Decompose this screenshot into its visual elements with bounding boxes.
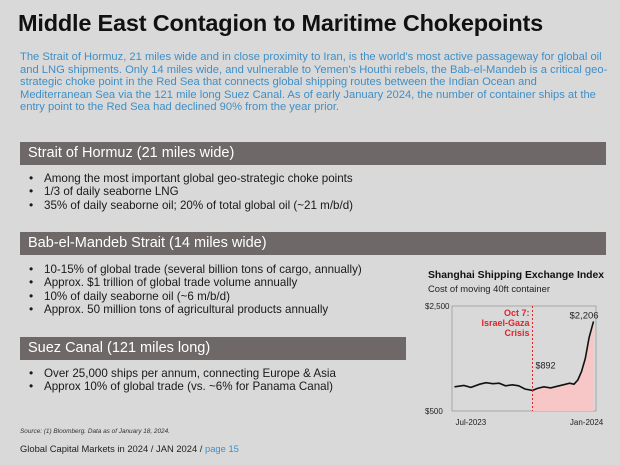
bullet-list-suez (26, 367, 336, 394)
list-item: • 1/3 of daily seaborne LNG (26, 185, 353, 198)
page-number-link[interactable]: page 15 (205, 443, 239, 454)
list-item: • Approx. 50 million tons of agricultural products annually (26, 303, 362, 316)
footer (20, 443, 239, 454)
list-item: • Approx 10% of global trade (vs. ~6% for Panama Canal) (26, 380, 336, 393)
page-title: Middle East Contagion to Maritime Chokepoints (18, 10, 543, 36)
list-item: • 35% of daily seaborne oil; 20% of total global oil (~21 m/b/d) (26, 199, 353, 212)
data-label-end: $2,206 (569, 310, 599, 322)
section-heading-bab-el-mandeb: Bab-el-Mandeb Strait (14 miles wide) (20, 232, 606, 255)
section-heading-suez: Suez Canal (121 miles long) (20, 337, 406, 360)
annotation-text: Crisis (504, 328, 530, 338)
x-tick-label: Jan-2024 (569, 418, 604, 427)
list-item: • Over 25,000 ships per annum, connecting Europe & Asia (26, 367, 336, 380)
x-tick-label: Jul-2023 (455, 418, 487, 427)
y-tick-label: $2,500 (425, 302, 450, 311)
chart-subtitle: Cost of moving 40ft container (428, 283, 550, 294)
footer-text: Global Capital Markets in 2024 / JAN 2024 / (20, 443, 205, 454)
bullet-list-bab-el-mandeb (26, 263, 362, 317)
list-item: • Approx. $1 trillion of global trade volume annually (26, 276, 362, 289)
chart-title: Shanghai Shipping Exchange Index (428, 270, 605, 281)
list-item: • Among the most important global geo-strategic choke points (26, 172, 353, 185)
chart-plot (422, 268, 606, 434)
source-note: Source: (1) Bloomberg. Data as of January 18, 2024. (20, 428, 170, 435)
y-tick-label: $500 (425, 407, 443, 416)
section-heading-hormuz: Strait of Hormuz (21 miles wide) (20, 142, 606, 165)
bullet-list-hormuz (26, 172, 353, 212)
data-label-oct: $892 (535, 360, 556, 371)
intro-paragraph: The Strait of Hormuz, 21 miles wide and in close proximity to Iran, is the world's most active passageway for global oil and LNG shipments. Only 14 miles wide, and vulnerable to Yemen's Houthi rebels, the Bab-el-Mandeb is a critical geo-strategic choke point in the Red Sea that connects global shipping routes between the Indian Ocean and Mediterranean Sea via the 121 mile long Suez Canal. As of early January 2024, the number of container ships at the entry point to the Red Sea had declined 90% from the year prior. (20, 51, 608, 114)
annotation-text: Oct 7: (503, 308, 530, 318)
shipping-index-chart (422, 268, 606, 434)
list-item: • 10% of daily seaborne oil (~6 m/b/d) (26, 290, 362, 303)
list-item: • 10-15% of global trade (several billion tons of cargo, annually) (26, 263, 362, 276)
annotation-text: Israel-Gaza (481, 318, 530, 328)
